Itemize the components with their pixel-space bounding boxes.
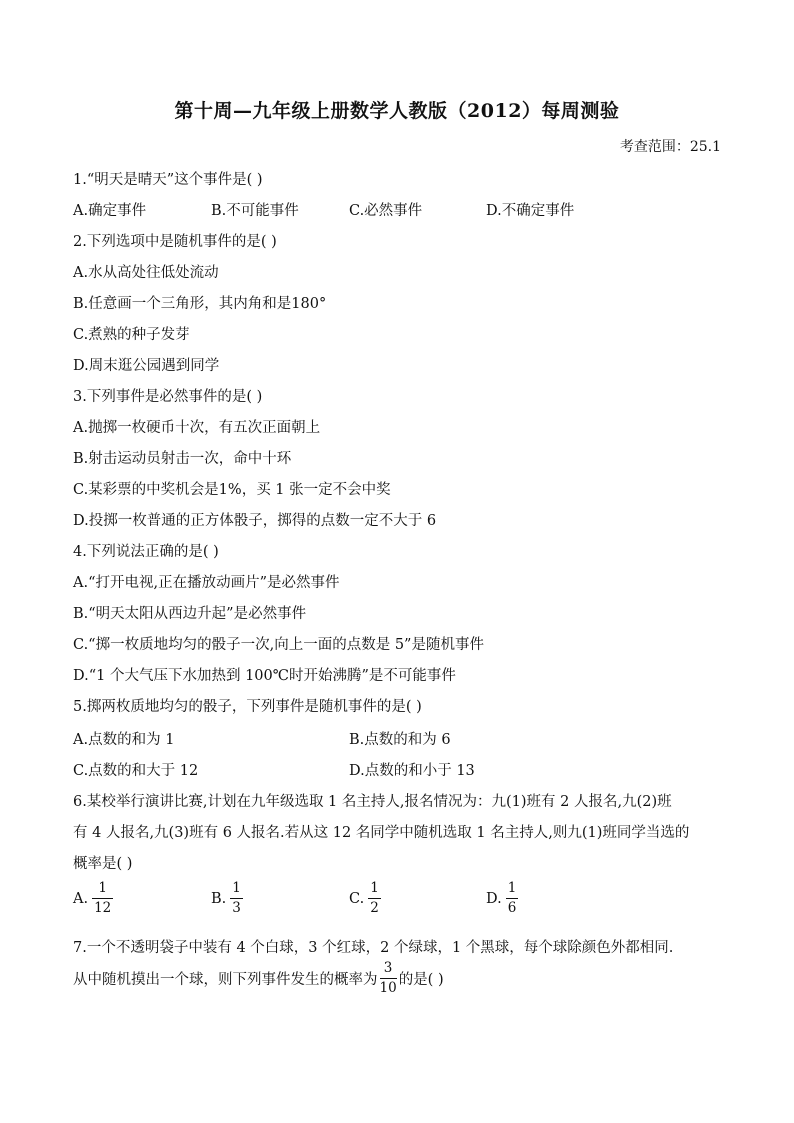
fraction-numerator: 3 xyxy=(383,960,393,976)
question-1-option-c: C.必然事件 xyxy=(349,203,423,219)
option-label: C. xyxy=(349,890,365,907)
question-2-option-b: B.任意画一个三角形，其内角和是180° xyxy=(73,296,327,312)
question-1-option-b: B.不可能事件 xyxy=(211,203,299,219)
question-7-stem-line-1: 7.一个不透明袋子中装有 4 个白球，3 个红球，2 个绿球，1 个黑球，每个球除颜色外都相同. xyxy=(73,940,674,956)
question-5-option-a: A.点数的和为 1 xyxy=(73,732,175,748)
question-3-option-c: C.某彩票的中奖机会是1%，买 1 张一定不会中奖 xyxy=(73,482,391,498)
fraction xyxy=(92,882,113,915)
question-6-option-d xyxy=(486,882,518,915)
question-5-option-d: D.点数的和小于 13 xyxy=(349,763,475,779)
question-6-stem-line-3: 概率是( ) xyxy=(73,856,133,872)
question-6-option-c xyxy=(349,882,381,915)
question-7-stem-text-after: 的是( ) xyxy=(398,972,444,988)
question-6-option-a xyxy=(73,882,113,915)
question-5-option-c: C.点数的和大于 12 xyxy=(73,763,199,779)
option-label: A. xyxy=(73,890,89,907)
question-4-stem: 4.下列说法正确的是( ) xyxy=(73,544,219,560)
fraction-numerator: 1 xyxy=(507,880,517,896)
exam-scope: 考查范围：25.1 xyxy=(619,139,721,155)
fraction-denominator: 3 xyxy=(232,899,241,916)
fraction xyxy=(380,962,397,995)
fraction-denominator: 6 xyxy=(507,899,517,916)
question-4-option-b: B.“明天太阳从西边升起”是必然事件 xyxy=(73,606,307,622)
question-4-option-c: C.“掷一枚质地均匀的骰子一次,向上一面的点数是 5”是随机事件 xyxy=(73,637,484,653)
question-5-option-b: B.点数的和为 6 xyxy=(349,732,451,748)
question-7-stem-text-before: 从中随机摸出一个球，则下列事件发生的概率为 xyxy=(73,972,378,988)
question-3-option-b: B.射击运动员射击一次，命中十环 xyxy=(73,451,292,467)
fraction-denominator: 12 xyxy=(94,899,112,916)
fraction xyxy=(368,882,381,915)
question-6-option-b xyxy=(211,882,243,915)
fraction-numerator: 1 xyxy=(370,880,379,896)
question-1-option-d: D.不确定事件 xyxy=(486,203,575,219)
page-title: 第十周—九年级上册数学人教版（2012）每周测验 xyxy=(174,100,620,122)
question-2-option-a: A.水从高处往低处流动 xyxy=(73,265,219,281)
question-4-option-a: A.“打开电视,正在播放动画片”是必然事件 xyxy=(73,575,340,591)
option-label: B. xyxy=(211,890,227,907)
question-3-option-a: A.抛掷一枚硬币十次，有五次正面朝上 xyxy=(73,420,321,436)
question-2-option-c: C.煮熟的种子发芽 xyxy=(73,327,190,343)
question-3-option-d: D.投掷一枚普通的正方体骰子，掷得的点数一定不大于 6 xyxy=(73,513,437,529)
fraction xyxy=(230,882,243,915)
question-6-stem-line-2: 有 4 人报名,九(3)班有 6 人报名.若从这 12 名同学中随机选取 1 名主持人,则九(1)班同学当选的 xyxy=(73,825,690,841)
fraction-denominator: 10 xyxy=(379,979,397,996)
question-7-stem-line-2 xyxy=(73,962,444,995)
fraction-denominator: 2 xyxy=(370,899,379,916)
question-1-stem: 1.“明天是晴天”这个事件是( ) xyxy=(73,172,263,188)
option-label: D. xyxy=(486,890,502,907)
question-1-option-a: A.确定事件 xyxy=(73,203,147,219)
question-5-stem: 5.掷两枚质地均匀的骰子，下列事件是随机事件的是( ) xyxy=(73,699,422,715)
question-3-stem: 3.下列事件是必然事件的是( ) xyxy=(73,389,263,405)
question-2-option-d: D.周末逛公园遇到同学 xyxy=(73,358,220,374)
question-2-stem: 2.下列选项中是随机事件的是( ) xyxy=(73,234,277,250)
question-4-option-d: D.“1 个大气压下水加热到 100℃时开始沸腾”是不可能事件 xyxy=(73,668,456,684)
fraction-numerator: 1 xyxy=(232,880,241,896)
fraction xyxy=(506,882,519,915)
fraction-numerator: 1 xyxy=(98,880,107,896)
question-6-stem-line-1: 6.某校举行演讲比赛,计划在九年级选取 1 名主持人,报名情况为：九(1)班有 2 人报名,九(2)班 xyxy=(73,794,672,810)
